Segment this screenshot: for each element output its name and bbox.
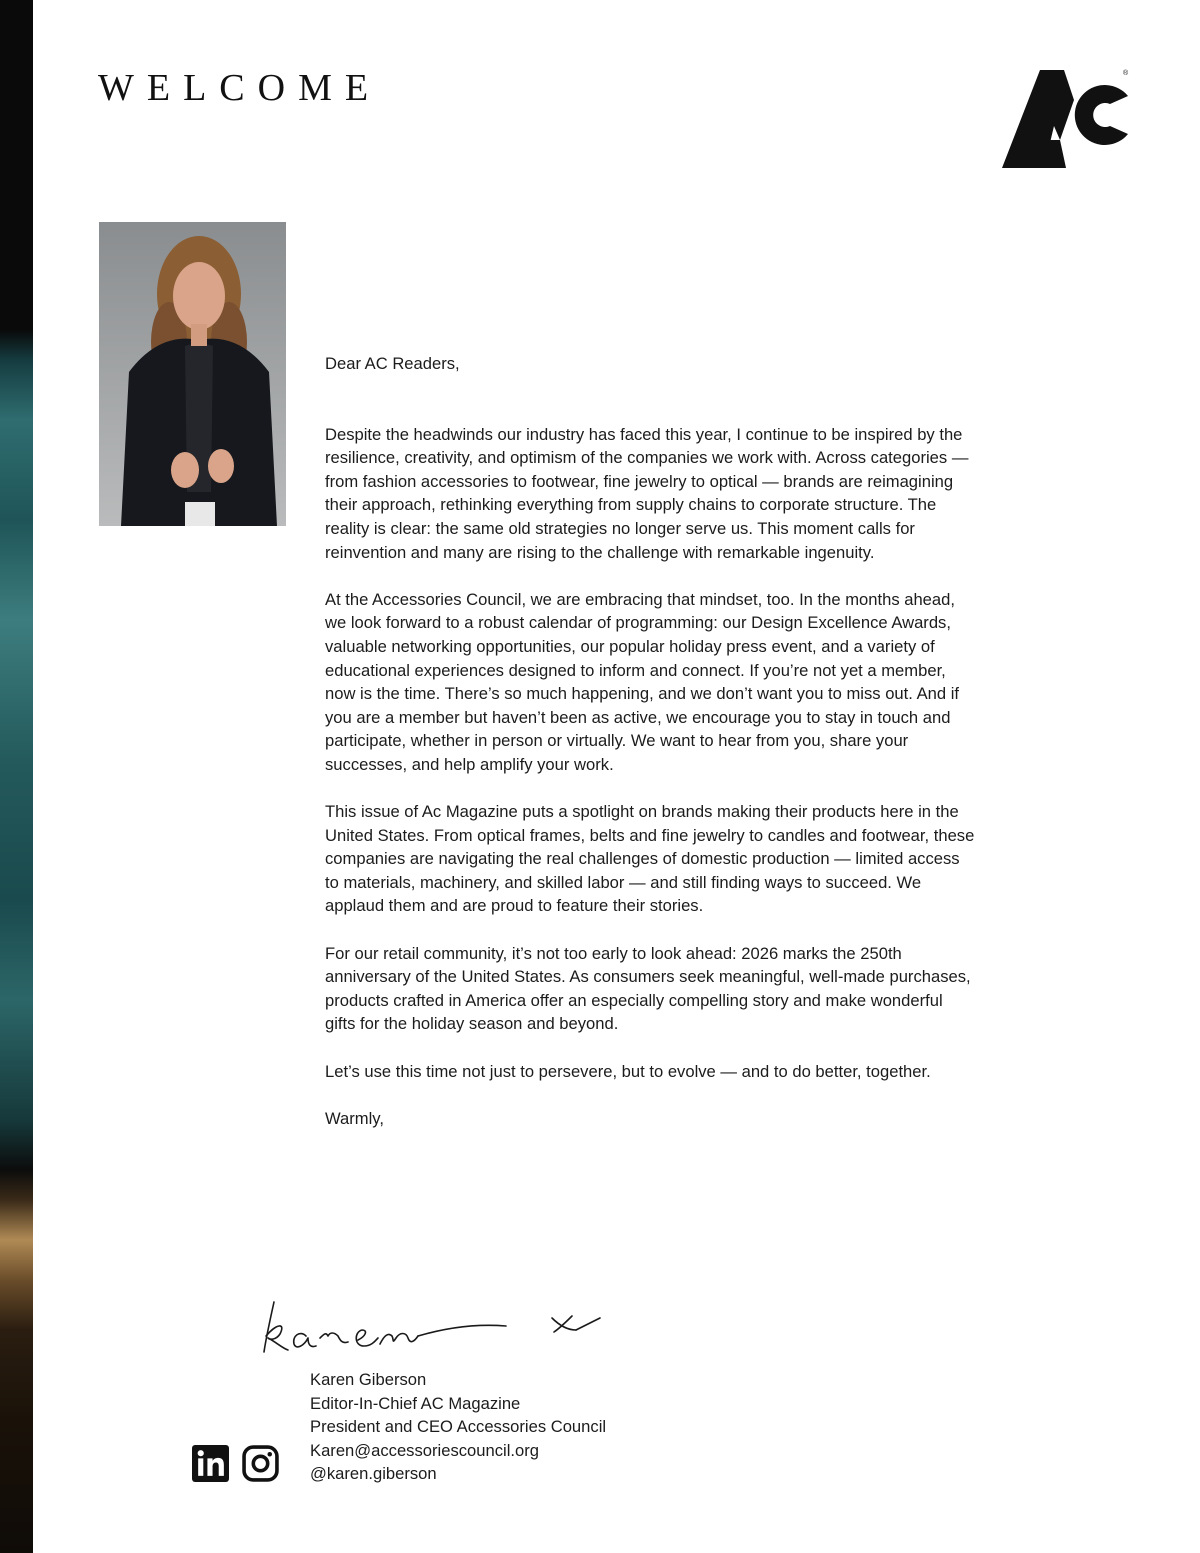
letter-closing: Warmly, (325, 1108, 384, 1128)
letter-body (325, 352, 975, 1154)
registered-mark: ® (1123, 70, 1129, 77)
linkedin-icon[interactable] (192, 1445, 229, 1482)
portrait-photo-icon (99, 222, 286, 526)
contact-title-editor: Editor-In-Chief AC Magazine (310, 1393, 521, 1413)
letter-paragraph: Let’s use this time not just to persevere, but to evolve — and to do better, together. (325, 1061, 931, 1081)
letter-paragraph: This issue of Ac Magazine puts a spotlight on brands making their products here in the United States. From optical frames, belts and fine jewelry to candles and footwear, these companies are navigating the real challenges of domestic production — limited access to materials, machinery, and skilled labor — and still finding ways to succeed. We applaud them and are proud to feature their stories. (325, 802, 975, 916)
ac-logo (1002, 70, 1132, 168)
author-portrait-photo (99, 222, 286, 526)
contact-title-president: President and CEO Accessories Council (310, 1417, 607, 1437)
letter-greeting: Dear AC Readers, (325, 354, 460, 373)
instagram-icon[interactable] (242, 1445, 279, 1482)
left-edge-photo-strip (0, 0, 33, 1553)
contact-block (310, 1368, 606, 1486)
page-title: WELCOME (98, 67, 382, 109)
contact-name: Karen Giberson (310, 1370, 427, 1389)
contact-email-link[interactable]: Karen@accessoriescouncil.org (310, 1440, 539, 1460)
letter-paragraph: At the Accessories Council, we are embracing that mindset, too. In the months ahead, we look forward to a robust calendar of programming: our Design Excellence Awards, valuable networking opportunities, our popular holiday press event, and a variety of educational experiences designed to inform and connect. If you’re not yet a member, now is the time. There’s so much happening, and we don’t want you to miss out. And if you are a member but haven’t been as active, we encourage you to stay in touch and participate, whether in person or virtually. We want to hear from you, share your successes, and help amplify your work. (325, 589, 959, 774)
letter-paragraph: For our retail community, it’s not too early to look ahead: 2026 marks the 250th anniversary of the United States. As consumers seek meaningful, well-made purchases, products crafted in America offer an especially compelling story and make wonderful gifts for the holiday season and beyond. (325, 943, 971, 1034)
letter-paragraph: Despite the headwinds our industry has faced this year, I continue to be inspired by the resilience, creativity, and optimism of the companies we work with. Across categories — from fashion accessories to footwear, fine jewelry to optical — brands are reimagining their approach, rethinking everything from supply chains to corporate structure. The reality is clear: the same old strategies no longer serve us. This moment calls for reinvention and many are rising to the challenge with remarkable ingenuity. (325, 424, 969, 562)
handwritten-signature (262, 1296, 612, 1360)
contact-social-handle[interactable]: @karen.giberson (310, 1464, 437, 1484)
